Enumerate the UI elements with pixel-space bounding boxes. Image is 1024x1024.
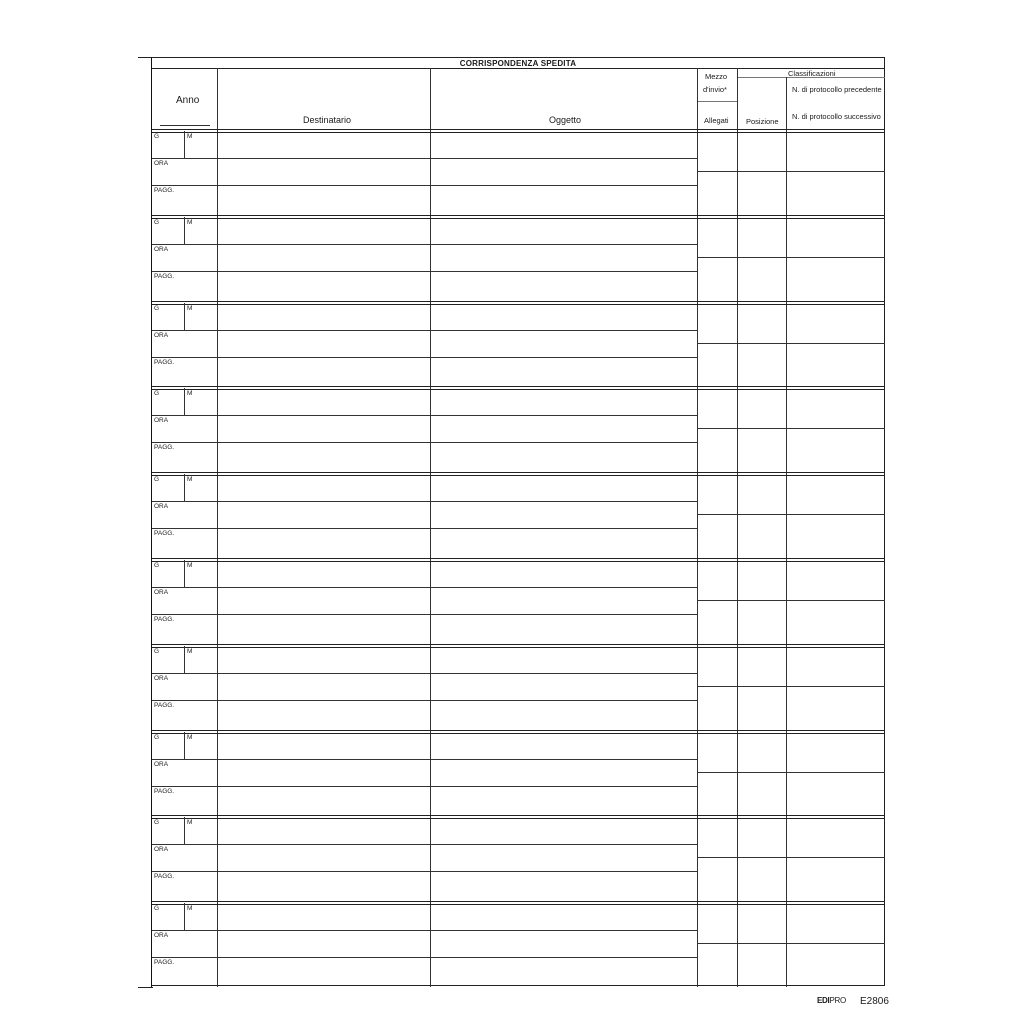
label-mese: M <box>187 905 193 913</box>
anno-underline <box>160 125 210 126</box>
publisher-logo-thin: PRO <box>829 996 846 1005</box>
row-divider-2 <box>152 185 697 186</box>
entry-block <box>152 301 885 387</box>
label-ora: ORA <box>154 503 169 511</box>
label-ora: ORA <box>154 932 169 940</box>
header-allegati: Allegati <box>704 116 729 125</box>
label-pagine: PAGG. <box>154 530 175 538</box>
entry-block-top-rule <box>152 301 885 305</box>
form-title: CORRISPONDENZA SPEDITA <box>152 58 884 69</box>
giorno-mese-divider <box>184 560 185 587</box>
entry-block <box>152 558 885 644</box>
correspondence-register-form <box>152 57 885 986</box>
header-mezzo-line2: d'invio* <box>703 85 727 94</box>
right-columns-divider <box>697 857 885 858</box>
entry-block-top-rule <box>152 815 885 819</box>
label-pagine: PAGG. <box>154 959 175 967</box>
giorno-mese-divider <box>184 217 185 244</box>
row-divider-1 <box>152 587 697 588</box>
label-mese: M <box>187 819 193 827</box>
row-divider-2 <box>152 871 697 872</box>
label-pagine: PAGG. <box>154 272 175 280</box>
label-pagine: PAGG. <box>154 787 175 795</box>
row-divider-1 <box>152 501 697 502</box>
entry-block <box>152 815 885 901</box>
right-columns-divider <box>697 943 885 944</box>
label-ora: ORA <box>154 674 169 682</box>
header-oggetto: Oggetto <box>549 115 582 125</box>
row-divider-2 <box>152 957 697 958</box>
mezzo-allegati-divider <box>697 101 737 102</box>
label-mese: M <box>187 476 193 484</box>
right-columns-divider <box>697 343 885 344</box>
header-anno: Anno <box>176 95 200 106</box>
label-ora: ORA <box>154 589 169 596</box>
row-divider-1 <box>152 158 697 159</box>
giorno-mese-divider <box>184 817 185 844</box>
entry-block <box>152 644 885 730</box>
classificazioni-divider <box>737 77 885 78</box>
entry-block <box>152 901 885 987</box>
label-mese: M <box>187 218 193 226</box>
header-posizione: Posizione <box>746 117 779 126</box>
header-mezzo-line1: Mezzo <box>705 72 728 81</box>
entry-block-top-rule <box>152 901 885 905</box>
right-columns-divider <box>697 600 885 601</box>
entry-block-top-rule <box>152 558 885 562</box>
label-giorno: G <box>154 390 160 398</box>
right-columns-divider <box>697 514 885 515</box>
publisher-logo-bold: EDI <box>817 996 830 1005</box>
entry-block <box>152 215 885 301</box>
right-columns-divider <box>697 171 885 172</box>
header-destinatario: Destinatario <box>303 115 352 125</box>
publisher-logo <box>817 996 846 1005</box>
row-divider-2 <box>152 271 697 272</box>
label-pagine: PAGG. <box>154 444 175 452</box>
header-classificazioni: Classificazioni <box>788 69 836 78</box>
label-mese: M <box>187 304 193 312</box>
right-columns-divider <box>697 428 885 429</box>
label-giorno: G <box>154 218 160 226</box>
row-divider-2 <box>152 357 697 358</box>
label-giorno: G <box>154 562 160 569</box>
label-giorno: G <box>154 476 160 484</box>
entry-block-top-rule <box>152 730 885 734</box>
row-divider-1 <box>152 759 697 760</box>
label-giorno: G <box>154 647 160 655</box>
entry-block <box>152 472 885 558</box>
entry-block <box>152 730 885 816</box>
label-pagine: PAGG. <box>154 358 175 366</box>
label-mese: M <box>187 733 193 741</box>
label-giorno: G <box>154 905 160 913</box>
label-pagine: PAGG. <box>154 616 175 623</box>
row-divider-1 <box>152 330 697 331</box>
label-pagine: PAGG. <box>154 701 175 709</box>
label-mese: M <box>187 133 193 140</box>
row-divider-1 <box>152 673 697 674</box>
label-pagine: PAGG. <box>154 873 175 881</box>
row-divider-2 <box>152 442 697 443</box>
row-divider-2 <box>152 700 697 701</box>
right-columns-divider <box>697 772 885 773</box>
row-divider-1 <box>152 415 697 416</box>
label-ora: ORA <box>154 160 169 167</box>
row-divider-1 <box>152 844 697 845</box>
label-ora: ORA <box>154 760 169 768</box>
entry-block <box>152 386 885 472</box>
right-columns-divider <box>697 257 885 258</box>
label-pagine: PAGG. <box>154 187 175 194</box>
label-ora: ORA <box>154 245 169 253</box>
label-mese: M <box>187 390 193 398</box>
label-mese: M <box>187 647 193 655</box>
label-ora: ORA <box>154 417 169 425</box>
giorno-mese-divider <box>184 131 185 158</box>
entry-block-top-rule <box>152 129 885 133</box>
giorno-mese-divider <box>184 903 185 930</box>
giorno-mese-divider <box>184 732 185 759</box>
label-giorno: G <box>154 819 160 827</box>
entry-block-top-rule <box>152 386 885 390</box>
entry-block-top-rule <box>152 215 885 219</box>
entry-block <box>152 129 885 215</box>
giorno-mese-divider <box>184 646 185 673</box>
entry-block-top-rule <box>152 472 885 476</box>
label-giorno: G <box>154 733 160 741</box>
row-divider-2 <box>152 786 697 787</box>
binding-stub-bottom <box>138 987 153 988</box>
header-protocollo-successivo: N. di protocollo successivo <box>792 112 881 121</box>
giorno-mese-divider <box>184 474 185 501</box>
label-mese: M <box>187 562 193 569</box>
label-giorno: G <box>154 304 160 312</box>
label-giorno: G <box>154 133 160 140</box>
label-ora: ORA <box>154 331 169 339</box>
entry-block-top-rule <box>152 644 885 648</box>
giorno-mese-divider <box>184 388 185 415</box>
row-divider-2 <box>152 528 697 529</box>
right-columns-divider <box>697 686 885 687</box>
header-protocollo-precedente: N. di protocollo precedente <box>792 85 882 94</box>
row-divider-2 <box>152 614 697 615</box>
row-divider-1 <box>152 244 697 245</box>
form-code: E2806 <box>860 996 889 1007</box>
row-divider-1 <box>152 930 697 931</box>
label-ora: ORA <box>154 846 169 854</box>
giorno-mese-divider <box>184 303 185 330</box>
